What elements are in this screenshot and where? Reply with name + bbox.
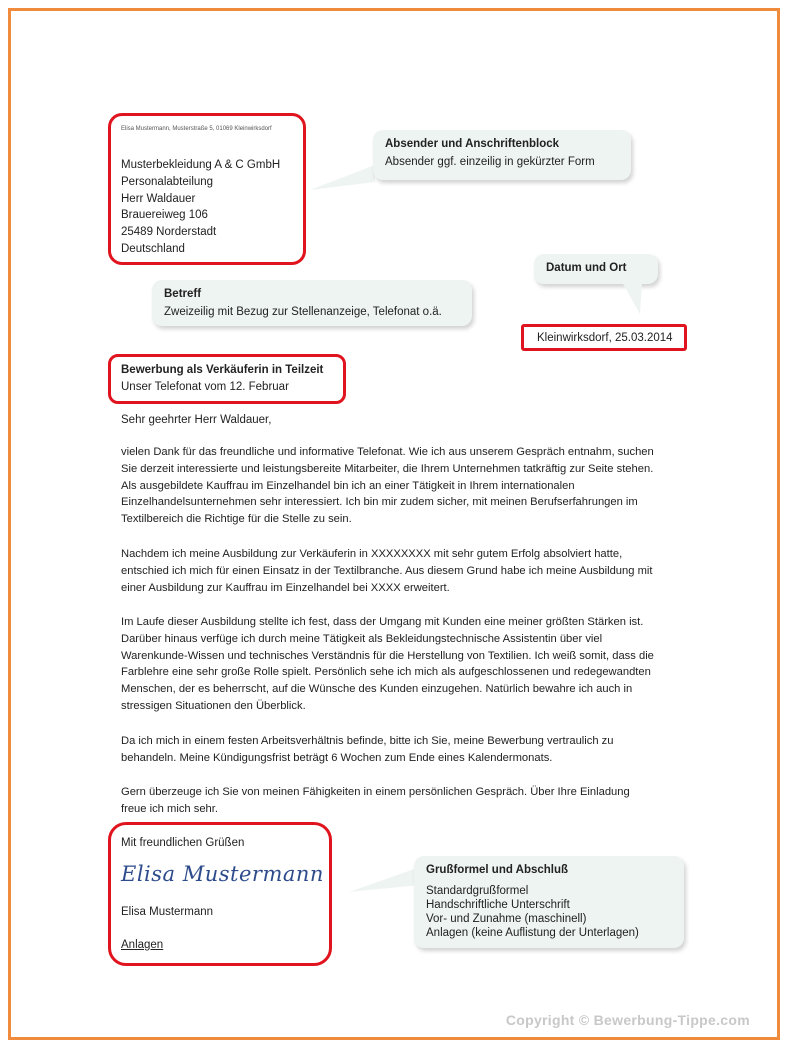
callout-closing-item: Handschriftliche Unterschrift <box>426 899 570 911</box>
body-paragraph: Im Laufe dieser Ausbildung stellte ich fest, dass der Umgang mit Kunden eine meiner größten Stärken ist. Darüber hinaus verfüge ich durch meine Tätigkeit als Bekleidungstechnische Assistentin über viel Warenkunde-Wissen und technisches Verständnis für die Herstellung von Textilien. Ich weiß somit, dass die Farblehre eine sehr große Rolle spielt. Persönlich sehe ich mich als aufgeschlossenen und redegewandten Menschen, der es beherrscht, auf die Wünsche des Kunden einzugehen. Natürlich bewahre ich auch in stressigen Situationen den Überblick. <box>121 616 654 712</box>
recipient-line: Musterbekleidung A & C GmbH <box>121 159 281 171</box>
callout-sender-title: Absender und Anschriftenblock <box>385 138 560 150</box>
recipient-line: Brauereiweg 106 <box>121 209 208 222</box>
highlight-address <box>108 113 306 265</box>
callout-subject <box>152 280 472 326</box>
callout-subject-text: Zweizeilig mit Bezug zur Stellenanzeige, Telefonat o.ä. <box>164 306 442 318</box>
callout-sender-text: Absender ggf. einzeilig in gekürzter Form <box>385 156 595 168</box>
closing: Mit freundlichen Grüßen <box>121 837 245 849</box>
callout-closing-item: Standardgrußformel <box>426 885 529 897</box>
callout-closing <box>414 856 684 948</box>
callout-closing-title: Grußformel und Abschluß <box>426 864 569 876</box>
callout-pointer-sender <box>300 160 380 200</box>
subject-reference: Unser Telefonat vom 12. Februar <box>121 380 289 393</box>
callout-date <box>534 254 658 284</box>
callout-closing-item: Vor- und Zunahme (maschinell) <box>426 913 587 925</box>
body-paragraph: Nachdem ich meine Ausbildung zur Verkäuferin in XXXXXXXX mit sehr gutem Erfolg absolviert hatte, entschied ich mich für einen Einsatz in der Textilbranche. Aus diesem Grund habe ich meine Ausbildung mit einer Ausbildung zur Kauffrau im Einzelhandel bei XXXX erweitert. <box>121 548 653 594</box>
highlight-closing <box>108 822 332 966</box>
callout-subject-title: Betreff <box>164 288 202 300</box>
recipient-line: Deutschland <box>121 242 185 255</box>
callout-sender <box>373 130 631 180</box>
callout-pointer-closing <box>345 865 425 905</box>
recipient-line: Herr Waldauer <box>121 192 196 205</box>
recipient-line: Personalabteilung <box>121 175 214 188</box>
highlight-date <box>521 324 687 351</box>
salutation: Sehr geehrter Herr Waldauer, <box>121 414 272 426</box>
body-paragraph: Gern überzeuge ich Sie von meinen Fähigkeiten in einem persönlichen Gespräch. Über Ihre Einladung freue ich mich sehr. <box>121 786 630 815</box>
subject-title: Bewerbung als Verkäuferin in Teilzeit <box>121 364 324 376</box>
callout-pointer-date <box>620 282 660 318</box>
callout-date-title: Datum und Ort <box>546 262 627 274</box>
copyright: Copyright © Bewerbung-Tippe.com <box>505 1012 750 1028</box>
recipient-line: 25489 Norderstadt <box>121 226 217 239</box>
body-paragraph: vielen Dank für das freundliche und informative Telefonat. Wie ich aus unserem Gespräch entnahm, suchen Sie derzeit interessierte und leistungsbereite Mitarbeiter, die Ihrem Unternehmen tatkräftig zur Seite stehen. Als ausgebildete Kauffrau im Einzelhandel bin ich an einer Tätigkeit in Ihrem internationalen Einzelhandelsunternehmen sehr interessiert. Ich bin mir zudem sicher, mit meinen Berufserfahrungen im Textilbereich die Richtige für die Stelle zu sein. <box>121 446 654 526</box>
callout-closing-item: Anlagen (keine Auflistung der Unterlagen) <box>426 927 639 939</box>
typed-name: Elisa Mustermann <box>121 906 214 918</box>
signature: Elisa Mustermann <box>121 862 324 886</box>
body-paragraph: Da ich mich in einem festen Arbeitsverhältnis befinde, bitte ich Sie, meine Bewerbung vertraulich zu behandeln. Meine Kündigungsfrist beträgt 6 Wochen zum Ende eines Kalendermonats. <box>121 735 614 764</box>
date-line: Kleinwirksdorf, 25.03.2014 <box>537 332 673 344</box>
attachments: Anlagen <box>121 939 164 951</box>
sender-line: Elisa Mustermann, Musterstraße 5, 01069 Kleinwirksdorf <box>121 126 272 132</box>
highlight-subject <box>108 354 346 404</box>
